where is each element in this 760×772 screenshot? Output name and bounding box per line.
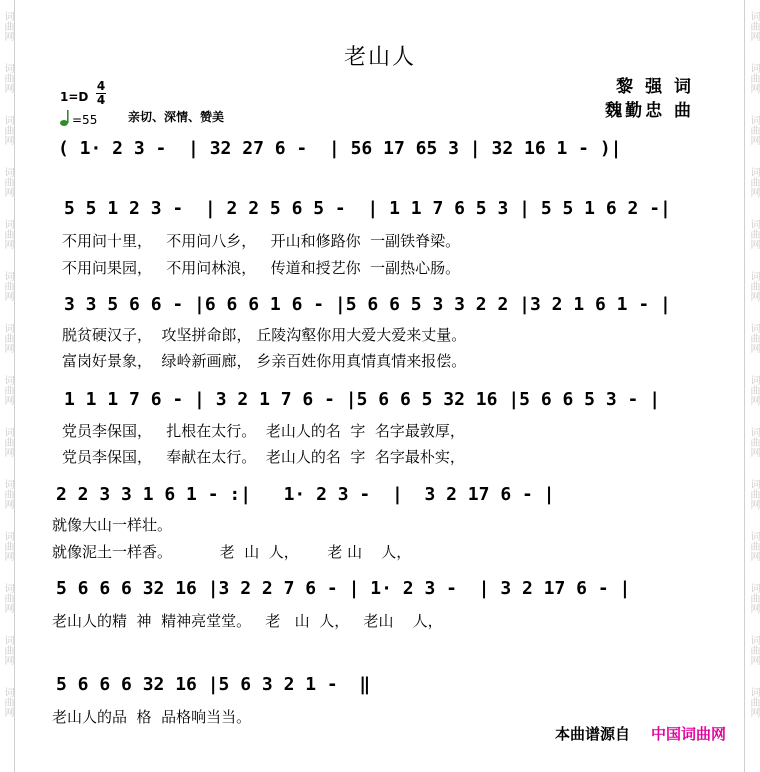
score-row-3-lyric-verse-1: 党员李保国， 扎根在太行。 老山人的名 字 名字最敦厚， — [62, 422, 465, 440]
score-row-3-notes: 1 1 1 7 6 - | 3 2 1 7 6 - |5 6 6 5 32 16 |5 6 6 5 3 - | — [64, 389, 661, 410]
score-row-4-lyric-verse-1: 就像大山一样壮。 — [52, 516, 173, 534]
score-row-4-lyric-verse-2: 就像泥土一样香。 老 山 人， 老 山 人， — [52, 543, 412, 561]
song-title: 老山人 — [343, 45, 416, 70]
watermark-strip-right: 词曲网 词曲网 词曲网 词曲网 词曲网 词曲网 词曲网 词曲网 词曲网 词曲网 词曲网 词曲网 词曲网 词曲网 — [748, 11, 759, 717]
time-signature — [96, 80, 106, 107]
tempo-marking: =55 — [72, 113, 98, 127]
time-signature-bottom: 4 — [96, 93, 106, 107]
score-row-1-lyric-verse-1: 不用问十里， 不用问八乡， 开山和修路你 一副铁脊梁。 — [62, 232, 461, 250]
watermark-rule-left — [14, 0, 15, 772]
key-signature: 1=D — [60, 90, 89, 104]
expression-marking: 亲切、深情、赞美 — [128, 110, 225, 124]
lyricist-credit: 黎 强 词 — [616, 77, 694, 97]
score-row-5-notes: 5 6 6 6 32 16 |3 2 2 7 6 - | 1· 2 3 - | 3 2 17 6 - | — [56, 578, 631, 599]
source-site-link[interactable]: 中国词曲网 — [650, 725, 726, 743]
watermark-strip-left: 词曲网 词曲网 词曲网 词曲网 词曲网 词曲网 词曲网 词曲网 词曲网 词曲网 词曲网 词曲网 词曲网 词曲网 — [2, 11, 13, 717]
score-row-intro-notes: ( 1· 2 3 - | 32 27 6 - | 56 17 65 3 | 32 16 1 - )| — [58, 138, 622, 159]
composer-credit: 魏勤忠 曲 — [605, 101, 694, 121]
score-row-6-notes: 5 6 6 6 32 16 |5 6 3 2 1 - ‖ — [56, 674, 371, 695]
source-label: 本曲谱源自 — [554, 725, 630, 743]
score-row-2-notes: 3 3 5 6 6 - |6 6 6 1 6 - |5 6 6 5 3 3 2 2 |3 2 1 6 1 - | — [64, 294, 671, 315]
score-row-1-notes: 5 5 1 2 3 - | 2 2 5 6 5 - | 1 1 7 6 5 3 | 5 5 1 6 2 -| — [64, 198, 671, 219]
score-row-2-lyric-verse-1: 脱贫硬汉子， 攻坚拼命郎， 丘陵沟壑你用大爱大爱来丈量。 — [62, 326, 467, 344]
score-row-3-lyric-verse-2: 党员李保国， 奉献在太行。 老山人的名 字 名字最朴实， — [62, 448, 465, 466]
score-row-1-lyric-verse-2: 不用问果园， 不用问林浪， 传道和授艺你 一副热心肠。 — [62, 259, 461, 277]
time-signature-top: 4 — [96, 79, 106, 93]
score-row-2-lyric-verse-2: 富岗好景象， 绿岭新画廊， 乡亲百姓你用真情真情来报偿。 — [62, 352, 467, 370]
watermark-rule-right — [744, 0, 745, 772]
score-row-6-lyric: 老山人的品 格 品格响当当。 — [52, 708, 252, 726]
score-row-4-notes: 2 2 3 3 1 6 1 - :| 1· 2 3 - | 3 2 17 6 - | — [56, 484, 555, 505]
quarter-note-icon — [60, 110, 72, 126]
score-row-5-lyric: 老山人的精 神 精神亮堂堂。 老 山 人， 老山 人， — [52, 612, 443, 630]
